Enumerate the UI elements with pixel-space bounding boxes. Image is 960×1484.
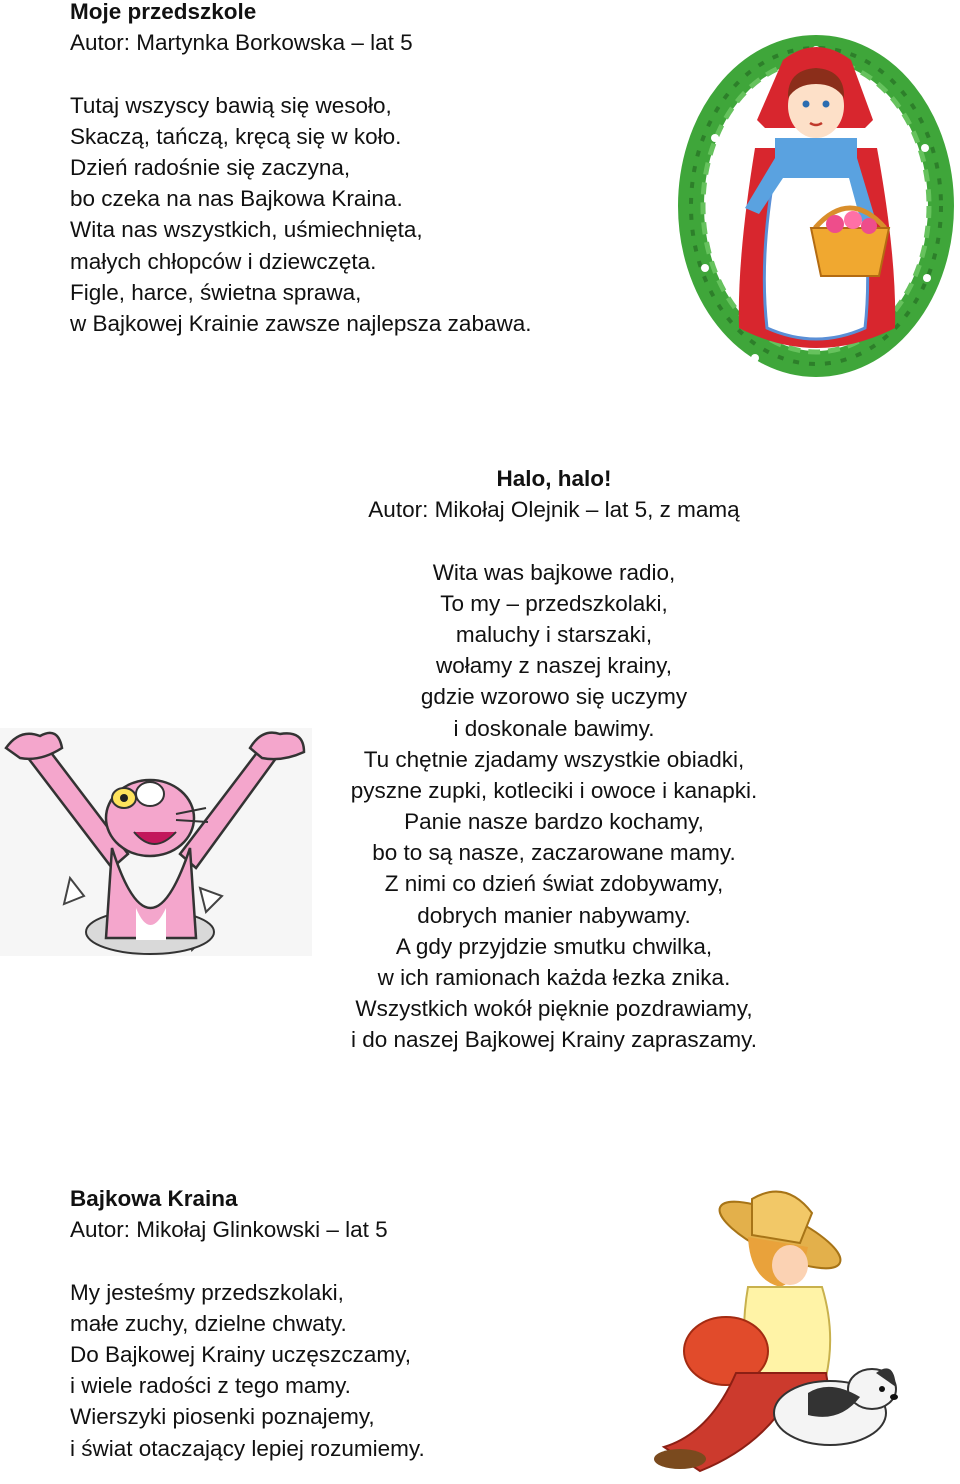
poem-line: i doskonale bawimy. [453, 715, 655, 741]
poem-line: maluchy i starszaki, [455, 621, 653, 647]
poem-author: Autor: Mikołaj Olejnik – lat 5, z mamą [368, 497, 740, 523]
stanza-gap [70, 58, 531, 89]
poem-line: małe zuchy, dzielne chwaty. [70, 1310, 347, 1336]
poem-line: i do naszej Bajkowej Krainy zapraszamy. [350, 1027, 757, 1053]
poem-moje-przedszkole [70, 0, 531, 339]
poem-line: A gdy przyjdzie smutku chwilka, [395, 933, 713, 959]
poem-author: Autor: Mikołaj Glinkowski – lat 5 [70, 1217, 388, 1243]
poem-line: Figle, harce, świetna sprawa, [70, 279, 362, 305]
poem-line: Wierszyki piosenki poznajemy, [70, 1404, 375, 1430]
poem-line: Tu chętnie zjadamy wszystkie obiadki, [363, 746, 745, 772]
poem-title: Bajkowa Kraina [70, 1186, 238, 1211]
poem-line: w Bajkowej Krainie zawsze najlepsza zabawa. [70, 310, 532, 336]
poem-line: Do Bajkowej Krainy uczęszczamy, [70, 1341, 411, 1367]
poem-line: Panie nasze bardzo kochamy, [404, 809, 704, 835]
poem-line: Tutaj wszyscy bawią się wesoło, [70, 92, 392, 118]
boy-with-puppy-icon [640, 1183, 902, 1479]
poem-line: bo czeka na nas Bajkowa Kraina. [70, 186, 403, 212]
poem-line: Z nimi co dzień świat zdobywamy, [384, 871, 724, 897]
poem-bajkowa-kraina [70, 1183, 425, 1464]
poem-line: i świat otaczający lepiej rozumiemy. [70, 1435, 425, 1461]
poem-line: Skaczą, tańczą, kręcą się w koło. [70, 123, 402, 149]
poem-line: wołamy z naszej krainy, [436, 653, 672, 679]
poem-line: My jesteśmy przedszkolaki, [70, 1279, 344, 1305]
poem-line: To my – przedszkolaki, [440, 590, 668, 616]
poem-line: małych chłopców i dziewczęta. [70, 248, 377, 274]
poem-line: pyszne zupki, kotleciki i owoce i kanapki. [350, 777, 758, 803]
poem-line: w ich ramionach każda łezka znika. [377, 965, 731, 990]
stanza-gap [70, 1245, 425, 1276]
poem-halo-halo [340, 463, 768, 1056]
poem-title: Moje przedszkole [70, 0, 257, 24]
poem-line: Wita nas wszystkich, uśmiechnięta, [70, 217, 423, 243]
boy-with-dog-illustration [640, 1183, 902, 1479]
pink-panther-illustration [0, 728, 312, 956]
stanza-gap [340, 525, 768, 556]
poem-line: gdzie wzorowo się uczymy [420, 684, 688, 710]
poem-line: Dzień radośnie się zaczyna, [70, 154, 351, 180]
red-riding-hood-illustration [675, 28, 957, 384]
poem-line: Wita was bajkowe radio, [432, 559, 676, 585]
poem-line: bo to są nasze, zaczarowane mamy. [372, 840, 736, 866]
poem-line: i wiele radości z tego mamy. [70, 1373, 351, 1399]
poem-line: dobrych manier nabywamy. [417, 902, 691, 928]
poem-author: Autor: Martynka Borkowska – lat 5 [70, 30, 413, 56]
red-riding-hood-icon [675, 28, 957, 384]
poem-line: Wszystkich wokół pięknie pozdrawiamy, [355, 996, 753, 1022]
pink-panther-icon [0, 728, 312, 956]
poem-title: Halo, halo! [496, 466, 612, 491]
